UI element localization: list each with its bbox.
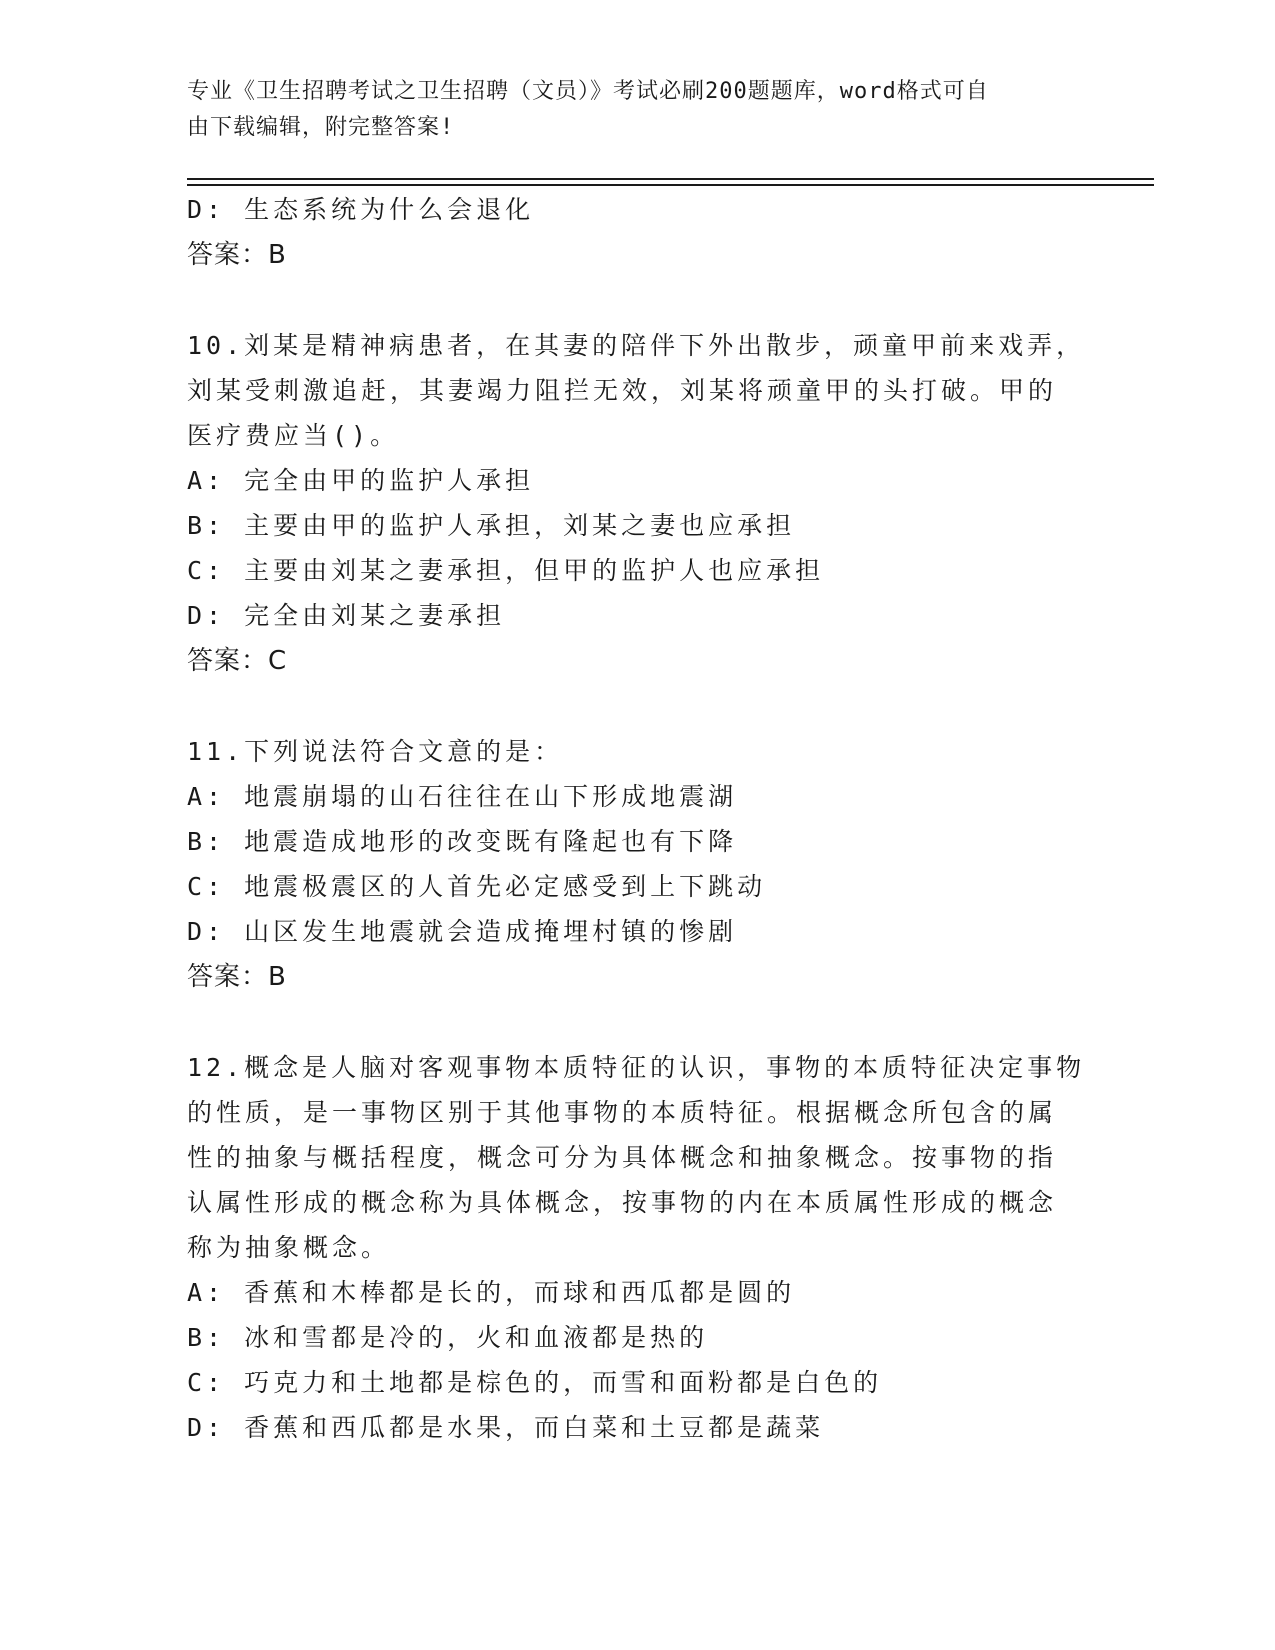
- header-line-1: 专业《卫生招聘考试之卫生招聘（文员）》考试必刷200题题库，word格式可自: [187, 79, 989, 104]
- q12-stem-line-1: 12.概念是人脑对客观事物本质特征的认识，事物的本质特征决定事物: [187, 1053, 1086, 1082]
- q11-answer: 答案：B: [187, 962, 287, 992]
- q11-stem-line-1: 11.下列说法符合文意的是：: [187, 737, 564, 766]
- q10-stem-line-1: 10.刘某是精神病患者，在其妻的陪伴下外出散步，顽童甲前来戏弄，: [187, 331, 1086, 360]
- prev-option-d: D: 生态系统为什么会退化: [187, 195, 535, 224]
- q11-option-b: B: 地震造成地形的改变既有隆起也有下降: [187, 827, 738, 856]
- q10-option-d: D: 完全由刘某之妻承担: [187, 601, 506, 630]
- q12-option-c: C: 巧克力和土地都是棕色的，而雪和面粉都是白色的: [187, 1368, 883, 1397]
- q12-stem-line-3: 性的抽象与概括程度，概念可分为具体概念和抽象概念。按事物的指: [187, 1143, 1058, 1172]
- q10-stem-line-3: 医疗费应当()。: [187, 421, 400, 450]
- document-header: [187, 74, 1087, 146]
- q12-option-b: B: 冰和雪都是冷的，火和血液都是热的: [187, 1323, 709, 1352]
- q10-option-c: C: 主要由刘某之妻承担，但甲的监护人也应承担: [187, 556, 825, 585]
- q10-option-a: A: 完全由甲的监护人承担: [187, 466, 535, 495]
- q10-answer: 答案：C: [187, 646, 288, 676]
- prev-answer: 答案：B: [187, 240, 287, 270]
- header-line-2: 由下载编辑，附完整答案!: [187, 115, 455, 140]
- q12-stem-line-4: 认属性形成的概念称为具体概念，按事物的内在本质属性形成的概念: [187, 1188, 1058, 1217]
- q11-option-c: C: 地震极震区的人首先必定感受到上下跳动: [187, 872, 767, 901]
- q11-option-d: D: 山区发生地震就会造成掩埋村镇的惨剧: [187, 917, 738, 946]
- q12-option-a: A: 香蕉和木棒都是长的，而球和西瓜都是圆的: [187, 1278, 796, 1307]
- q12-stem-line-5: 称为抽象概念。: [187, 1233, 391, 1262]
- q10-option-b: B: 主要由甲的监护人承担，刘某之妻也应承担: [187, 511, 796, 540]
- q10-stem-line-2: 刘某受刺激追赶，其妻竭力阻拦无效，刘某将顽童甲的头打破。甲的: [187, 376, 1058, 405]
- q11-option-a: A: 地震崩塌的山石往往在山下形成地震湖: [187, 782, 738, 811]
- header-divider-top: [187, 178, 1154, 180]
- q12-option-d: D: 香蕉和西瓜都是水果，而白菜和土豆都是蔬菜: [187, 1413, 825, 1442]
- q12-stem-line-2: 的性质，是一事物区别于其他事物的本质特征。根据概念所包含的属: [187, 1098, 1058, 1127]
- header-divider-bottom: [187, 184, 1154, 186]
